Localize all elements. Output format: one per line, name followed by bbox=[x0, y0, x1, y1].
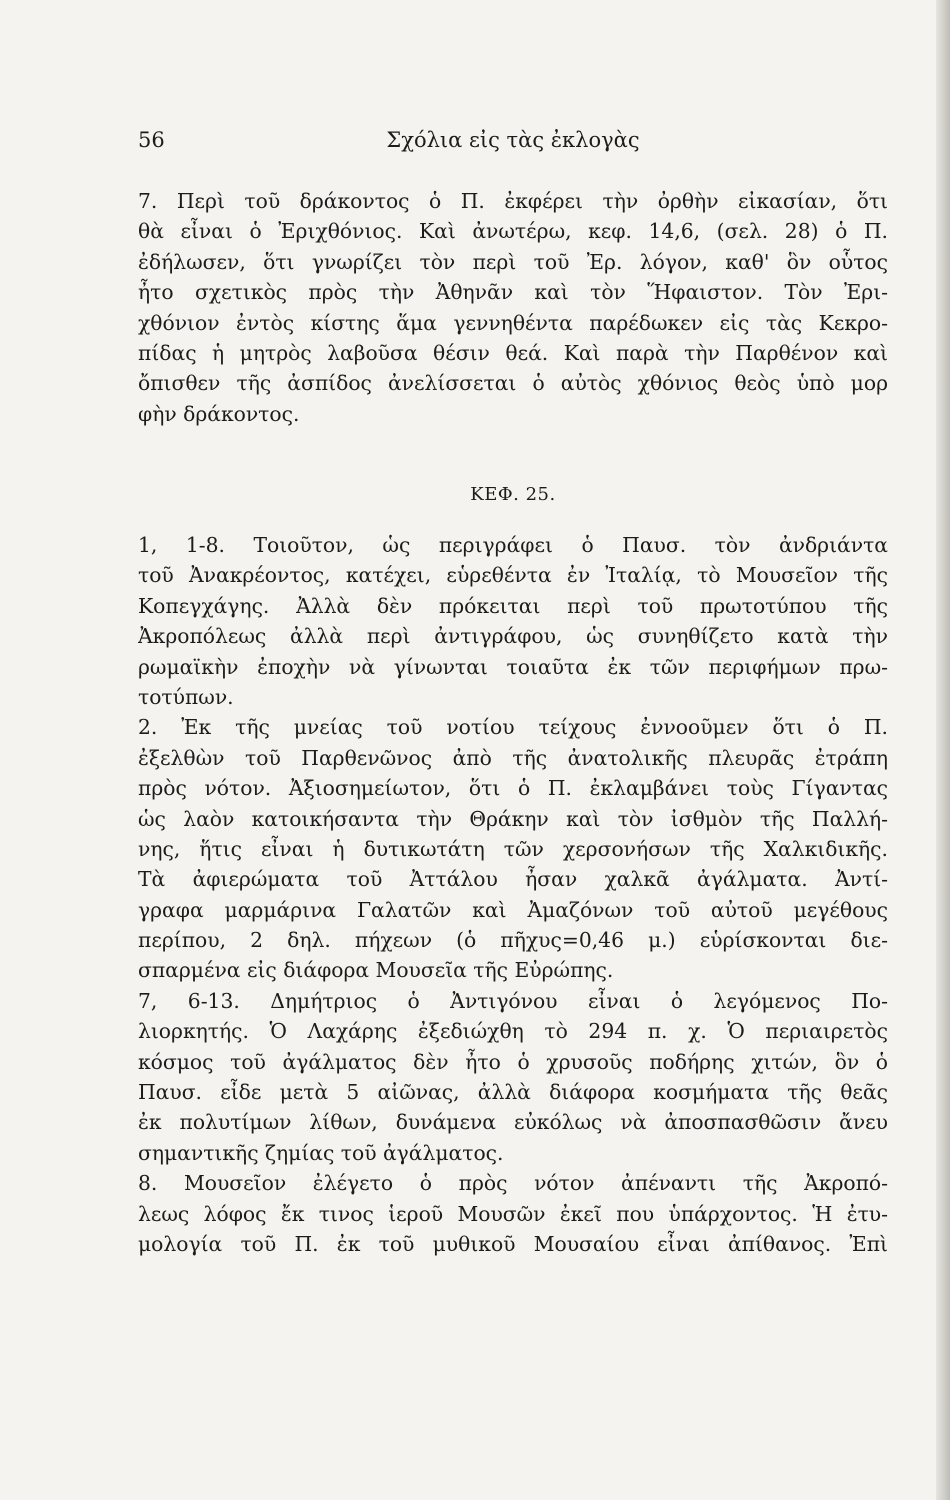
text-line: θὰ εἶναι ὁ Ἐριχθόνιος. Καὶ ἀνωτέρω, κεφ. 14,6, (σελ. 28) ὁ Π. bbox=[138, 219, 888, 244]
text-line: μολογία τοῦ Π. ἐκ τοῦ μυθικοῦ Μουσαίου εἶναι ἀπίθανος. Ἐπὶ bbox=[138, 1231, 888, 1256]
text-line: 2. Ἐκ τῆς μνείας τοῦ νοτίου τείχους ἐννοοῦμεν ὅτι ὁ Π. bbox=[138, 715, 888, 740]
text-line: πρὸς νότον. Ἀξιοσημείωτον, ὅτι ὁ Π. ἐκλαμβάνει τοὺς Γίγαντας bbox=[138, 776, 888, 801]
text-line: λεως λόφος ἔκ τινος ἱεροῦ Μουσῶν ἐκεῖ που ὑπάρχοντος. Ἡ ἐτυ- bbox=[138, 1201, 888, 1226]
text-line: ἐξελθὼν τοῦ Παρθενῶνος ἀπὸ τῆς ἀνατολικῆς πλευρᾶς ἐτράπη bbox=[138, 745, 888, 770]
text-line: 7. Περὶ τοῦ δράκοντος ὁ Π. ἐκφέρει τὴν ὀρθὴν εἰκασίαν, ὅτι bbox=[138, 189, 888, 213]
chapter-heading: ΚΕΦ. 25. bbox=[470, 484, 556, 505]
text-line: 8. Μουσεῖον ἐλέγετο ὁ πρὸς νότον ἀπέναντι τῆς Ἀκροπό- bbox=[138, 1171, 888, 1196]
commentary-block-2 bbox=[138, 530, 888, 1259]
page-edge-shadow bbox=[936, 0, 950, 1500]
commentary-block-1 bbox=[138, 186, 888, 429]
text-line: πίδας ἡ μητρὸς λαβοῦσα θέσιν θεά. Καὶ παρὰ τὴν Παρθένον καὶ bbox=[138, 340, 888, 365]
text-line: λιορκητής. Ὁ Λαχάρης ἐξεδιώχθη τὸ 294 π. χ. Ὁ περιαιρετὸς bbox=[138, 1019, 888, 1044]
text-line: σημαντικῆς ζημίας τοῦ ἀγάλματος. bbox=[138, 1140, 504, 1165]
text-line: ρωμαϊκὴν ἐποχὴν νὰ γίνωνται τοιαῦτα ἐκ τῶν περιφήμων πρω- bbox=[138, 654, 888, 679]
running-title: Σχόλια εἰς τὰς ἐκλογὰς bbox=[386, 128, 640, 152]
text-line: τοῦ Ἀνακρέοντος, κατέχει, εὑρεθέντα ἐν Ἰταλίᾳ, τὸ Μουσεῖον τῆς bbox=[138, 563, 888, 588]
text-line: σπαρμένα εἰς διάφορα Μουσεῖα τῆς Εὐρώπης. bbox=[138, 958, 614, 983]
text-line: ἐδήλωσεν, ὅτι γνωρίζει τὸν περὶ τοῦ Ἐρ. λόγον, καθ' ὃν οὗτος bbox=[138, 249, 888, 274]
text-line: φὴν δράκοντος. bbox=[138, 401, 300, 426]
text-line: ὡς λαὸν κατοικήσαντα τὴν Θράκην καὶ τὸν ἰσθμὸν τῆς Παλλή- bbox=[138, 806, 888, 831]
text-line: Τὰ ἀφιερώματα τοῦ Ἀττάλου ἦσαν χαλκᾶ ἀγάλματα. Ἀντί- bbox=[138, 867, 888, 892]
text-line: περίπου, 2 δηλ. πήχεων (ὁ πῆχυς=0,46 μ.) εὑρίσκονται διε- bbox=[138, 928, 888, 953]
text-line: 1, 1-8. Τοιοῦτον, ὡς περιγράφει ὁ Παυσ. τὸν ἀνδριάντα bbox=[138, 533, 888, 557]
text-line: νης, ἥτις εἶναι ἡ δυτικωτάτη τῶν χερσονήσων τῆς Χαλκιδικῆς. bbox=[138, 836, 888, 861]
text-line: χθόνιον ἐντὸς κίστης ἅμα γεννηθέντα παρέδωκεν εἰς τὰς Κεκρο- bbox=[138, 310, 888, 335]
text-line: Κοπεγχάγης. Ἀλλὰ δὲν πρόκειται περὶ τοῦ πρωτοτύπου τῆς bbox=[138, 593, 888, 618]
text-line: ὄπισθεν τῆς ἀσπίδος ἀνελίσσεται ὁ αὐτὸς χθόνιος θεὸς ὑπὸ μορ bbox=[138, 371, 888, 396]
text-line: τοτύπων. bbox=[138, 684, 234, 709]
text-line: κόσμος τοῦ ἀγάλματος δὲν ἦτο ὁ χρυσοῦς ποδήρης χιτών, ὃν ὁ bbox=[138, 1049, 888, 1074]
page-number: 56 bbox=[138, 128, 165, 152]
page-header bbox=[138, 128, 888, 158]
text-line: ἐκ πολυτίμων λίθων, δυνάμενα εὐκόλως νὰ ἀποσπασθῶσιν ἄνευ bbox=[138, 1110, 888, 1135]
text-line: Παυσ. εἶδε μετὰ 5 αἰῶνας, ἀλλὰ διάφορα κοσμήματα τῆς θεᾶς bbox=[138, 1080, 888, 1105]
text-line: 7, 6-13. Δημήτριος ὁ Ἀντιγόνου εἶναι ὁ λεγόμενος Πο- bbox=[138, 988, 888, 1013]
text-line: Ἀκροπόλεως ἀλλὰ περὶ ἀντιγράφου, ὡς συνηθίζετο κατὰ τὴν bbox=[138, 624, 888, 649]
text-line: ἦτο σχετικὸς πρὸς τὴν Ἀθηνᾶν καὶ τὸν Ἥφαιστον. Τὸν Ἐρι- bbox=[138, 280, 888, 305]
text-line: γραφα μαρμάρινα Γαλατῶν καὶ Ἀμαζόνων τοῦ αὐτοῦ μεγέθους bbox=[138, 897, 888, 922]
